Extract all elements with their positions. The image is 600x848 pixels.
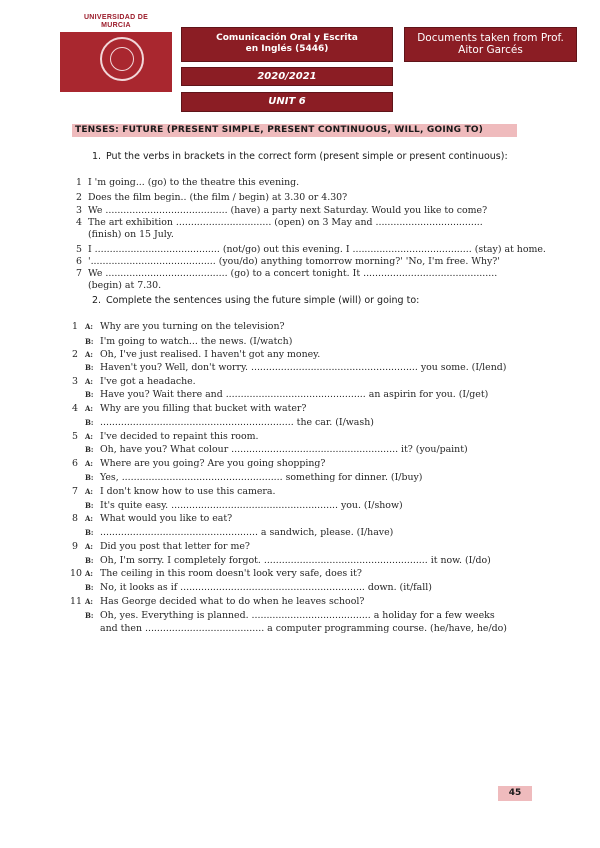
ex2-line: Has George decided what to do when he leaves school?	[100, 596, 365, 607]
ex2-line: Oh, have you? What colour ........................................................ it? (you/paint)	[100, 444, 468, 455]
ex2-line: Yes, ...................................................... something for dinner. (I/buy)	[100, 472, 423, 483]
ex2-line: Oh, yes. Everything is planned. ........................................ a holiday for a few weeks	[100, 610, 495, 621]
section-title: TENSES: FUTURE (PRESENT SIMPLE, PRESENT CONTINUOUS, WILL, GOING TO)	[75, 125, 484, 135]
ex2-line: It's quite easy. ........................................................ you. (I/show)	[100, 500, 403, 511]
ex2-line: Where are you going? Are you going shopping?	[100, 458, 326, 469]
academic-year: 2020/2021	[181, 67, 393, 86]
ex2-line: Oh, I've just realised. I haven't got any money.	[100, 349, 321, 360]
ex1-line: We ......................................... (go) to a concert tonight. It .............................................	[88, 268, 498, 279]
ex2-line: I've decided to repaint this room.	[100, 431, 259, 442]
university-name: UNIVERSIDAD DE MURCIA	[83, 14, 149, 29]
ex2-line: Have you? Wait there and ............................................... an aspirin for you. (I/get)	[100, 389, 489, 400]
ex2-line: Did you post that letter for me?	[100, 541, 250, 552]
ex2-line: Haven't you? Well, don't worry. ........................................................ you some. (I/lend)	[100, 362, 507, 373]
exercise-2-instruction: 2. Complete the sentences using the future simple (will) or going to:	[92, 295, 420, 306]
ex2-line: No, it looks as if .............................................................. down. (it/fall)	[100, 582, 432, 593]
ex2-line: Why are you turning on the television?	[100, 321, 285, 332]
ex1-line: (begin) at 7.30.	[88, 280, 162, 291]
seal-icon	[100, 37, 144, 81]
ex2-line: ................................................................. the car. (I/wash)	[100, 417, 374, 428]
source-note: Documents taken from Prof. Aitor Garcés	[404, 27, 577, 62]
ex1-line: We ......................................... (have) a party next Saturday. Would you like to come?	[88, 205, 488, 216]
ex2-line: What would you like to eat?	[100, 513, 233, 524]
ex2-line: I've got a headache.	[100, 376, 196, 387]
ex2-line: and then ........................................ a computer programming course. (he/have, he/do)	[100, 623, 507, 634]
unit-label: UNIT 6	[181, 92, 393, 112]
ex2-line: The ceiling in this room doesn't look very safe, does it?	[100, 568, 362, 579]
ex1-line: The art exhibition ................................ (open) on 3 May and ....................................	[88, 217, 483, 228]
university-logo	[60, 14, 172, 92]
ex2-line: Oh, I'm sorry. I completely forgot. ....................................................... it now. (I/do)	[100, 555, 491, 566]
ex1-line: I .......................................... (not/go) out this evening. I ........................................ (stay) at home.	[88, 244, 546, 255]
course-title: Comunicación Oral y Escrita en Inglés (5446)	[181, 27, 393, 62]
ex1-line: Does the film begin.. (the film / begin) at 3.30 or 4.30?	[88, 192, 348, 203]
ex2-line: ..................................................... a sandwich, please. (I/have)	[100, 527, 394, 538]
ex2-line: I don't know how to use this camera.	[100, 486, 276, 497]
ex2-line: Why are you filling that bucket with water?	[100, 403, 307, 414]
ex1-line: I 'm going... (go) to the theatre this evening.	[88, 177, 300, 188]
logo-block	[60, 32, 172, 92]
page-number: 45	[498, 786, 532, 801]
ex2-line: I'm going to watch... the news. (I/watch)	[100, 336, 293, 347]
ex1-line: '.......................................... (you/do) anything tomorrow morning?' 'No, I'm free. Why?'	[88, 256, 500, 267]
ex1-line: (finish) on 15 July.	[88, 229, 174, 240]
exercise-1-instruction: 1. Put the verbs in brackets in the correct form (present simple or present continuous):	[92, 151, 508, 162]
